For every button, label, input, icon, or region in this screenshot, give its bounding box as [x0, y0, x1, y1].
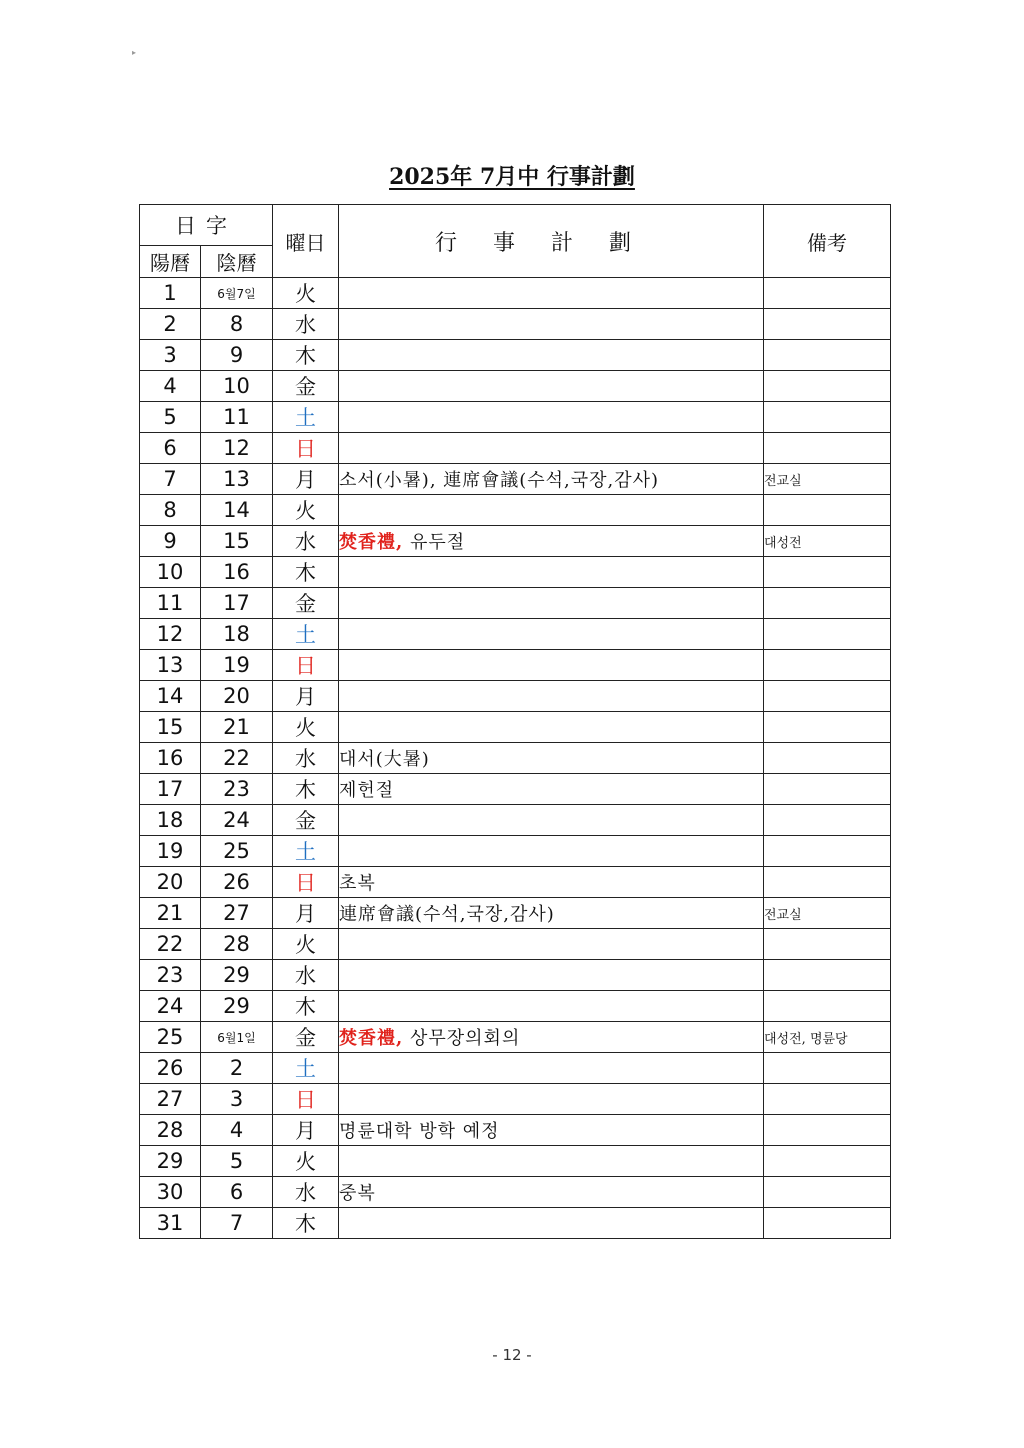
solar-date: 4	[140, 371, 201, 402]
note-cell	[764, 681, 891, 712]
lunar-date: 18	[201, 619, 273, 650]
solar-date: 21	[140, 898, 201, 929]
note-cell	[764, 960, 891, 991]
solar-date: 2	[140, 309, 201, 340]
note-cell	[764, 1177, 891, 1208]
weekday: 金	[273, 1022, 339, 1053]
note-cell	[764, 867, 891, 898]
weekday: 日	[273, 433, 339, 464]
event-cell	[339, 464, 764, 495]
event-cell	[339, 898, 764, 929]
table-row	[140, 588, 891, 619]
note-cell	[764, 371, 891, 402]
weekday: 水	[273, 743, 339, 774]
weekday: 火	[273, 712, 339, 743]
event-text: 連席會議(수석,국장,감사)	[339, 904, 555, 925]
table-row	[140, 1053, 891, 1084]
weekday: 木	[273, 991, 339, 1022]
note-cell	[764, 712, 891, 743]
lunar-date: 6	[201, 1177, 273, 1208]
event-text: 상무장의회의	[403, 1028, 521, 1049]
table-row	[140, 557, 891, 588]
event-cell	[339, 681, 764, 712]
solar-date: 9	[140, 526, 201, 557]
note-cell	[764, 1084, 891, 1115]
header-weekday: 曜日	[273, 205, 339, 278]
weekday: 木	[273, 1208, 339, 1239]
table-row	[140, 991, 891, 1022]
event-cell	[339, 1177, 764, 1208]
weekday: 月	[273, 681, 339, 712]
schedule-body	[140, 278, 891, 1239]
lunar-date: 14	[201, 495, 273, 526]
lunar-date: 5	[201, 1146, 273, 1177]
note-cell	[764, 1208, 891, 1239]
lunar-date: 29	[201, 991, 273, 1022]
weekday: 水	[273, 526, 339, 557]
lunar-date: 21	[201, 712, 273, 743]
event-cell	[339, 650, 764, 681]
weekday: 土	[273, 1053, 339, 1084]
table-row	[140, 681, 891, 712]
solar-date: 12	[140, 619, 201, 650]
weekday: 金	[273, 371, 339, 402]
lunar-date: 13	[201, 464, 273, 495]
weekday: 火	[273, 929, 339, 960]
lunar-date: 3	[201, 1084, 273, 1115]
weekday: 日	[273, 1084, 339, 1115]
weekday: 月	[273, 464, 339, 495]
lunar-date: 25	[201, 836, 273, 867]
table-row	[140, 743, 891, 774]
event-text: 중복	[339, 1183, 376, 1204]
table-row	[140, 898, 891, 929]
solar-date: 26	[140, 1053, 201, 1084]
table-row	[140, 960, 891, 991]
table-row	[140, 774, 891, 805]
event-cell	[339, 743, 764, 774]
event-cell	[339, 526, 764, 557]
weekday: 金	[273, 805, 339, 836]
note-cell	[764, 619, 891, 650]
lunar-date: 26	[201, 867, 273, 898]
header-date-group: 日字	[140, 205, 273, 246]
solar-date: 6	[140, 433, 201, 464]
solar-date: 27	[140, 1084, 201, 1115]
event-cell	[339, 836, 764, 867]
note-cell	[764, 588, 891, 619]
solar-date: 3	[140, 340, 201, 371]
table-row	[140, 526, 891, 557]
event-cell	[339, 1208, 764, 1239]
weekday: 火	[273, 1146, 339, 1177]
event-cell	[339, 588, 764, 619]
note-cell	[764, 650, 891, 681]
lunar-date: 15	[201, 526, 273, 557]
event-cell	[339, 402, 764, 433]
solar-date: 18	[140, 805, 201, 836]
event-cell	[339, 433, 764, 464]
table-row	[140, 464, 891, 495]
solar-date: 8	[140, 495, 201, 526]
weekday: 日	[273, 867, 339, 898]
event-cell	[339, 774, 764, 805]
event-cell	[339, 1053, 764, 1084]
solar-date: 20	[140, 867, 201, 898]
event-cell	[339, 1115, 764, 1146]
note-cell	[764, 309, 891, 340]
event-highlight: 焚香禮,	[339, 532, 404, 553]
event-cell	[339, 1084, 764, 1115]
weekday: 土	[273, 836, 339, 867]
lunar-date: 22	[201, 743, 273, 774]
lunar-date: 6월1일	[201, 1022, 273, 1053]
header-lunar: 陰曆	[201, 246, 273, 278]
solar-date: 10	[140, 557, 201, 588]
solar-date: 25	[140, 1022, 201, 1053]
weekday: 木	[273, 774, 339, 805]
weekday: 月	[273, 898, 339, 929]
table-row	[140, 309, 891, 340]
note-cell	[764, 991, 891, 1022]
event-cell	[339, 371, 764, 402]
weekday: 水	[273, 1177, 339, 1208]
event-cell	[339, 278, 764, 309]
solar-date: 5	[140, 402, 201, 433]
event-cell	[339, 867, 764, 898]
event-cell	[339, 309, 764, 340]
note-cell: 대성전, 명륜당	[764, 1022, 891, 1053]
lunar-date: 2	[201, 1053, 273, 1084]
solar-date: 24	[140, 991, 201, 1022]
note-cell	[764, 495, 891, 526]
lunar-date: 4	[201, 1115, 273, 1146]
weekday: 火	[273, 495, 339, 526]
note-cell	[764, 1053, 891, 1084]
event-text: 초복	[339, 873, 376, 894]
lunar-date: 7	[201, 1208, 273, 1239]
table-row	[140, 1146, 891, 1177]
note-cell	[764, 278, 891, 309]
note-cell	[764, 774, 891, 805]
header-row-top	[140, 205, 891, 246]
event-cell	[339, 712, 764, 743]
event-text: 소서(小暑), 連席會議(수석,국장,감사)	[339, 470, 660, 491]
event-text: 대서(大暑)	[339, 749, 430, 770]
lunar-date: 12	[201, 433, 273, 464]
event-cell	[339, 805, 764, 836]
solar-date: 16	[140, 743, 201, 774]
scan-mark: ▸	[132, 48, 137, 57]
solar-date: 23	[140, 960, 201, 991]
lunar-date: 9	[201, 340, 273, 371]
note-cell	[764, 805, 891, 836]
solar-date: 15	[140, 712, 201, 743]
note-cell	[764, 836, 891, 867]
schedule-table	[139, 204, 891, 1239]
weekday: 木	[273, 557, 339, 588]
weekday: 土	[273, 402, 339, 433]
note-cell	[764, 557, 891, 588]
solar-date: 31	[140, 1208, 201, 1239]
weekday: 月	[273, 1115, 339, 1146]
table-row	[140, 1084, 891, 1115]
solar-date: 14	[140, 681, 201, 712]
weekday: 日	[273, 650, 339, 681]
table-row	[140, 402, 891, 433]
note-cell	[764, 340, 891, 371]
table-row	[140, 712, 891, 743]
table-row	[140, 1115, 891, 1146]
weekday: 木	[273, 340, 339, 371]
lunar-date: 24	[201, 805, 273, 836]
solar-date: 17	[140, 774, 201, 805]
weekday: 土	[273, 619, 339, 650]
solar-date: 7	[140, 464, 201, 495]
lunar-date: 28	[201, 929, 273, 960]
table-row	[140, 340, 891, 371]
header-note: 備考	[764, 205, 891, 278]
event-cell	[339, 1146, 764, 1177]
event-text: 제헌절	[339, 780, 395, 801]
table-row	[140, 495, 891, 526]
event-text: 명륜대학 방학 예정	[339, 1121, 500, 1142]
lunar-date: 27	[201, 898, 273, 929]
event-cell	[339, 1022, 764, 1053]
event-cell	[339, 960, 764, 991]
event-text: 유두절	[403, 532, 466, 553]
table-row	[140, 1022, 891, 1053]
lunar-date: 8	[201, 309, 273, 340]
solar-date: 1	[140, 278, 201, 309]
note-cell: 전교실	[764, 464, 891, 495]
note-cell	[764, 1146, 891, 1177]
event-cell	[339, 557, 764, 588]
table-row	[140, 1208, 891, 1239]
event-cell	[339, 991, 764, 1022]
note-cell	[764, 1115, 891, 1146]
note-cell	[764, 433, 891, 464]
table-row	[140, 805, 891, 836]
solar-date: 13	[140, 650, 201, 681]
table-row	[140, 433, 891, 464]
event-cell	[339, 929, 764, 960]
table-row	[140, 278, 891, 309]
lunar-date: 6월7일	[201, 278, 273, 309]
note-cell	[764, 929, 891, 960]
solar-date: 28	[140, 1115, 201, 1146]
lunar-date: 29	[201, 960, 273, 991]
lunar-date: 20	[201, 681, 273, 712]
page-number: - 12 -	[492, 1346, 532, 1364]
solar-date: 11	[140, 588, 201, 619]
note-cell: 전교실	[764, 898, 891, 929]
weekday: 火	[273, 278, 339, 309]
weekday: 水	[273, 309, 339, 340]
note-cell	[764, 402, 891, 433]
table-row	[140, 1177, 891, 1208]
lunar-date: 11	[201, 402, 273, 433]
table-row	[140, 650, 891, 681]
header-event: 行事計劃	[339, 205, 764, 278]
lunar-date: 16	[201, 557, 273, 588]
table-row	[140, 619, 891, 650]
lunar-date: 23	[201, 774, 273, 805]
event-cell	[339, 495, 764, 526]
table-row	[140, 836, 891, 867]
event-cell	[339, 340, 764, 371]
table-row	[140, 929, 891, 960]
lunar-date: 17	[201, 588, 273, 619]
weekday: 水	[273, 960, 339, 991]
event-highlight: 焚香禮,	[339, 1028, 404, 1049]
table-row	[140, 371, 891, 402]
solar-date: 19	[140, 836, 201, 867]
table-row	[140, 867, 891, 898]
page-title	[0, 160, 1024, 191]
note-cell	[764, 743, 891, 774]
note-cell: 대성전	[764, 526, 891, 557]
solar-date: 22	[140, 929, 201, 960]
solar-date: 29	[140, 1146, 201, 1177]
page-title-text: 2025年 7月中 行事計劃	[389, 164, 635, 190]
lunar-date: 19	[201, 650, 273, 681]
header-solar: 陽曆	[140, 246, 201, 278]
lunar-date: 10	[201, 371, 273, 402]
solar-date: 30	[140, 1177, 201, 1208]
weekday: 金	[273, 588, 339, 619]
event-cell	[339, 619, 764, 650]
